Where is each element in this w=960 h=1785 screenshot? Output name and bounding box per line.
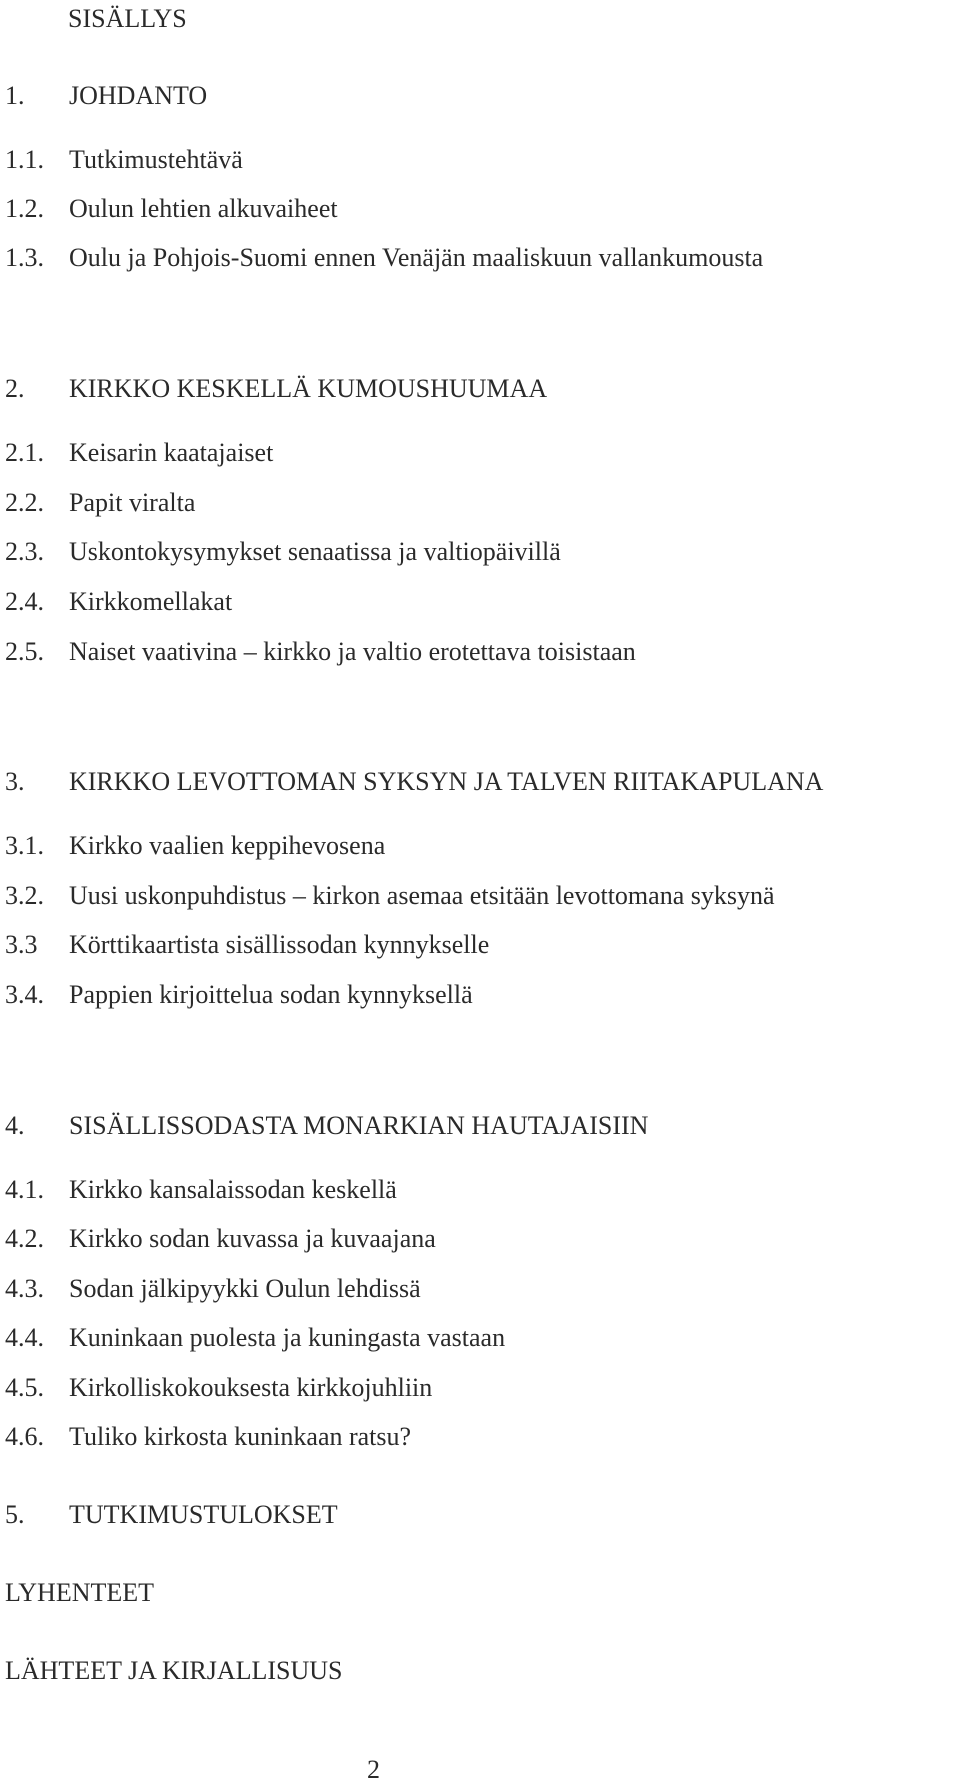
toc-entry-1-3[interactable] (5, 243, 763, 273)
toc-label: Keisarin kaatajaiset (69, 438, 274, 467)
toc-label: Uskontokysymykset senaatissa ja valtiopäivillä (69, 537, 561, 566)
toc-entry-2-2[interactable] (5, 488, 195, 518)
toc-number: 1.1. (5, 145, 44, 174)
toc-entry-3-3[interactable] (5, 930, 489, 960)
toc-number: 1.3. (5, 243, 44, 272)
toc-entry-2[interactable] (5, 374, 547, 404)
toc-entry-4-2[interactable] (5, 1224, 436, 1254)
toc-number: 3.1. (5, 831, 44, 860)
toc-number: 4.3. (5, 1274, 44, 1303)
page-number: 2 (367, 1755, 380, 1784)
toc-label: Oulun lehtien alkuvaiheet (69, 194, 338, 223)
toc-label: Kuninkaan puolesta ja kuningasta vastaan (69, 1323, 506, 1352)
toc-label: Kirkolliskokouksesta kirkkojuhliin (69, 1373, 433, 1402)
toc-entry-3-2[interactable] (5, 881, 775, 911)
toc-entry-1-2[interactable] (5, 194, 338, 224)
toc-number: 3.3 (5, 930, 38, 959)
toc-number: 3.4. (5, 980, 44, 1009)
toc-number: 1. (5, 81, 25, 110)
toc-label: JOHDANTO (69, 81, 208, 110)
toc-number: 2.3. (5, 537, 44, 566)
toc-label: Uusi uskonpuhdistus – kirkon asemaa etsitään levottomana syksynä (69, 881, 775, 910)
toc-label: TUTKIMUSTULOKSET (69, 1500, 338, 1529)
toc-entry-4-3[interactable] (5, 1274, 421, 1304)
toc-label: Sodan jälkipyykki Oulun lehdissä (69, 1274, 421, 1303)
toc-number: 5. (5, 1500, 25, 1529)
toc-number: 3. (5, 767, 25, 796)
toc-entry-4-4[interactable] (5, 1323, 505, 1353)
toc-label: Papit viralta (69, 488, 196, 517)
toc-number: 4.6. (5, 1422, 44, 1451)
toc-entry-2-4[interactable] (5, 587, 232, 617)
toc-number: 1.2. (5, 194, 44, 223)
toc-label: Tuliko kirkosta kuninkaan ratsu? (69, 1422, 412, 1451)
toc-entry-2-3[interactable] (5, 537, 561, 567)
toc-number: 2.1. (5, 438, 44, 467)
toc-entry-2-1[interactable] (5, 438, 273, 468)
toc-label: Kirkkomellakat (69, 587, 233, 616)
toc-entry-5[interactable] (5, 1500, 338, 1530)
toc-entry-2-5[interactable] (5, 637, 636, 667)
toc-label: Tutkimustehtävä (69, 145, 243, 174)
toc-label: Kirkko vaalien keppihevosena (69, 831, 386, 860)
toc-label: Kirkko kansalaissodan keskellä (69, 1175, 397, 1204)
toc-entry-4[interactable] (5, 1111, 648, 1141)
toc-number: 2.4. (5, 587, 44, 616)
toc-entry-3[interactable] (5, 767, 823, 797)
toc-label: Körttikaartista sisällissodan kynnykselle (69, 930, 490, 959)
toc-label: Pappien kirjoittelua sodan kynnyksellä (69, 980, 473, 1009)
toc-entry-lyhenteet[interactable]: LYHENTEET (5, 1578, 155, 1607)
toc-label: Oulu ja Pohjois-Suomi ennen Venäjän maaliskuun vallankumousta (69, 243, 764, 272)
toc-label: SISÄLLISSODASTA MONARKIAN HAUTAJAISIIN (69, 1111, 649, 1140)
toc-label: KIRKKO KESKELLÄ KUMOUSHUUMAA (69, 374, 548, 403)
toc-entry-4-1[interactable] (5, 1175, 397, 1205)
toc-entry-4-6[interactable] (5, 1422, 411, 1452)
toc-number: 3.2. (5, 881, 44, 910)
toc-number: 4.1. (5, 1175, 44, 1204)
toc-number: 4.2. (5, 1224, 44, 1253)
toc-number: 4.4. (5, 1323, 44, 1352)
toc-label: Kirkko sodan kuvassa ja kuvaajana (69, 1224, 436, 1253)
toc-number: 2.2. (5, 488, 44, 517)
toc-entry-1-1[interactable] (5, 145, 243, 175)
toc-entry-1[interactable] (5, 81, 207, 111)
toc-entry-4-5[interactable] (5, 1373, 432, 1403)
toc-number: 2. (5, 374, 25, 403)
toc-entry-3-4[interactable] (5, 980, 473, 1010)
toc-label: Naiset vaativina – kirkko ja valtio erotettava toisistaan (69, 637, 636, 666)
toc-number: 2.5. (5, 637, 44, 666)
toc-label: KIRKKO LEVOTTOMAN SYKSYN JA TALVEN RIITAKAPULANA (69, 767, 824, 796)
toc-entry-lahteet[interactable]: LÄHTEET JA KIRJALLISUUS (5, 1656, 343, 1685)
page-title: SISÄLLYS (68, 4, 187, 33)
toc-number: 4. (5, 1111, 25, 1140)
toc-entry-3-1[interactable] (5, 831, 385, 861)
toc-number: 4.5. (5, 1373, 44, 1402)
